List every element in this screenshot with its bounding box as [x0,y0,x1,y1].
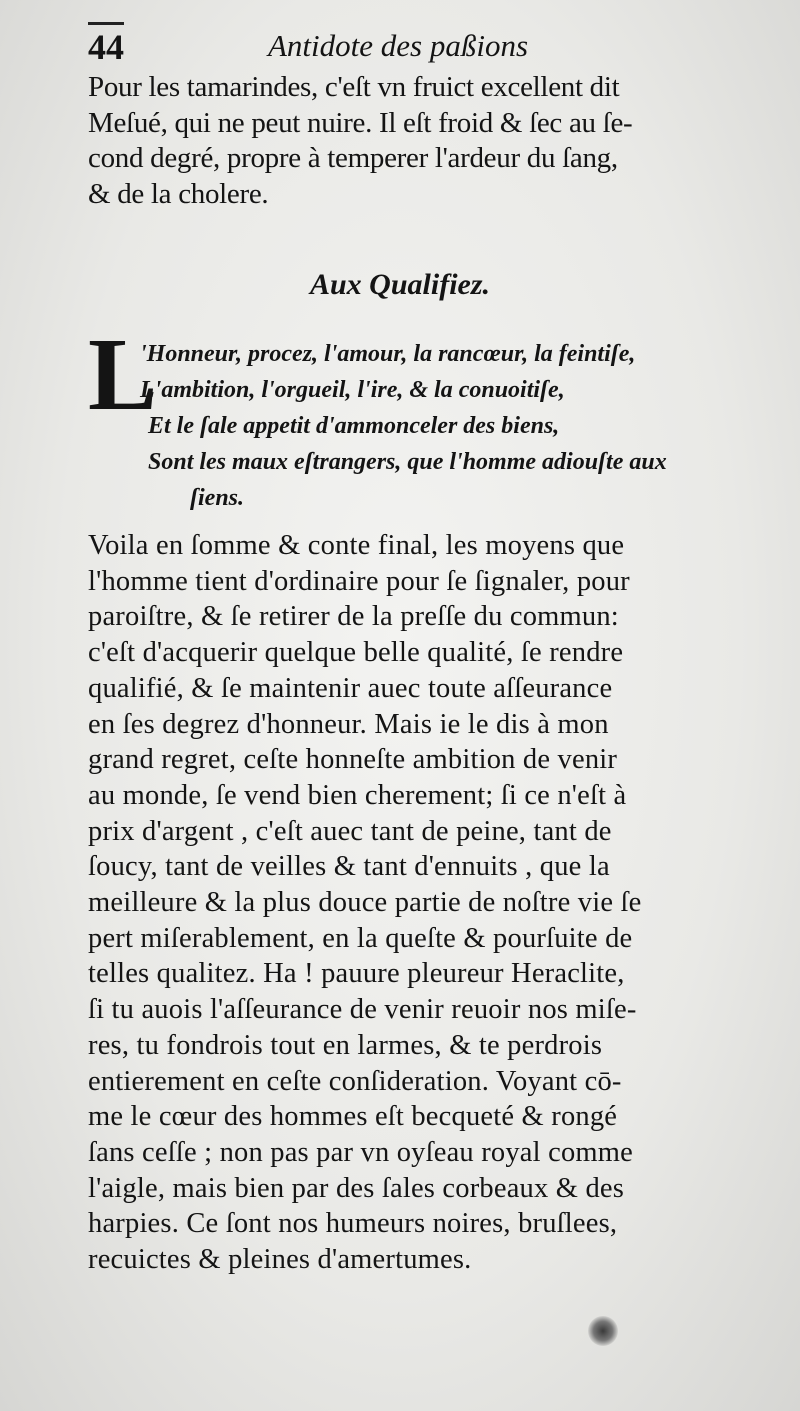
text-line: prix d'argent , c'eſt auec tant de peine, tant de [88,815,612,847]
paragraph-voila [88,528,748,1278]
text-line: c'eſt d'acquerir quelque belle qualité, ſe rendre [88,637,624,669]
running-title: Antidote des paßions [268,28,529,63]
text-line: & de la cholere. [88,177,269,210]
verse-line: Sont les maux eſtrangers, que l'homme adiouſte aux [148,449,667,475]
ink-smudge [588,1316,618,1346]
verse-line: ſiens. [190,485,244,511]
text-line: harpies. Ce ſont nos humeurs noires, bruſlees, [88,1208,618,1240]
text-line: paroiſtre, & ſe retirer de la preſſe du commun: [88,601,619,633]
text-line: au monde, ſe vend bien cherement; ſi ce n'eſt à [88,779,627,811]
text-line: telles qualitez. Ha ! pauure pleureur Heraclite, [88,958,625,990]
text-line: me le cœur des hommes eſt becqueté & rongé [88,1101,618,1133]
paragraph-tamarindes [88,70,748,212]
text-line: Meſué, qui ne peut nuire. Il eſt froid & ſec au ſe- [88,106,633,139]
text-line: ſi tu auois l'aſſeurance de venir reuoir nos miſe- [88,994,637,1026]
verse-line: Et le ſale appetit d'ammonceler des biens, [148,413,560,439]
text-line: res, tu fondrois tout en larmes, & te perdrois [88,1029,603,1061]
text-line: en ſes degrez d'honneur. Mais ie le dis à mon [88,708,609,740]
page-number: 44 [88,22,124,67]
verse-line: 'Honneur, procez, l'amour, la rancœur, la feintiſe, [140,341,636,367]
text-line: entierement en ceſte conſideration. Voyant cō- [88,1065,622,1097]
text-line: cond degré, propre à temperer l'ardeur du ſang, [88,142,618,174]
text-line: Voila en ſomme & conte final, les moyens que [88,530,625,561]
section-title: Aux Qualifiez. [309,268,491,301]
text-line: ſoucy, tant de veilles & tant d'ennuits , que la [88,851,610,883]
text-line: pert miſerablement, en la queſte & pourſuite de [88,922,633,954]
text-line: grand regret, ceſte honneſte ambition de venir [88,744,618,776]
text-line: recuictes & pleines d'amertumes. [88,1244,472,1276]
text-line: Pour les tamarindes, c'eſt vn fruict excellent dit [88,71,620,103]
drop-cap: L [88,317,158,432]
verse-block [140,336,760,516]
text-line: meilleure & la plus douce partie de noſtre vie ſe [88,887,642,919]
verse-line: L'ambition, l'orgueil, l'ire, & la conuoitiſe, [140,377,565,403]
text-line: qualifié, & ſe maintenir auec toute aſſeurance [88,672,613,704]
text-line: l'aigle, mais bien par des ſales corbeaux & des [88,1172,625,1204]
page-header [88,22,730,72]
text-line: l'homme tient d'ordinaire pour ſe ſignaler, pour [88,565,630,597]
text-line: ſans ceſſe ; non pas par vn oyſeau royal comme [88,1136,633,1168]
